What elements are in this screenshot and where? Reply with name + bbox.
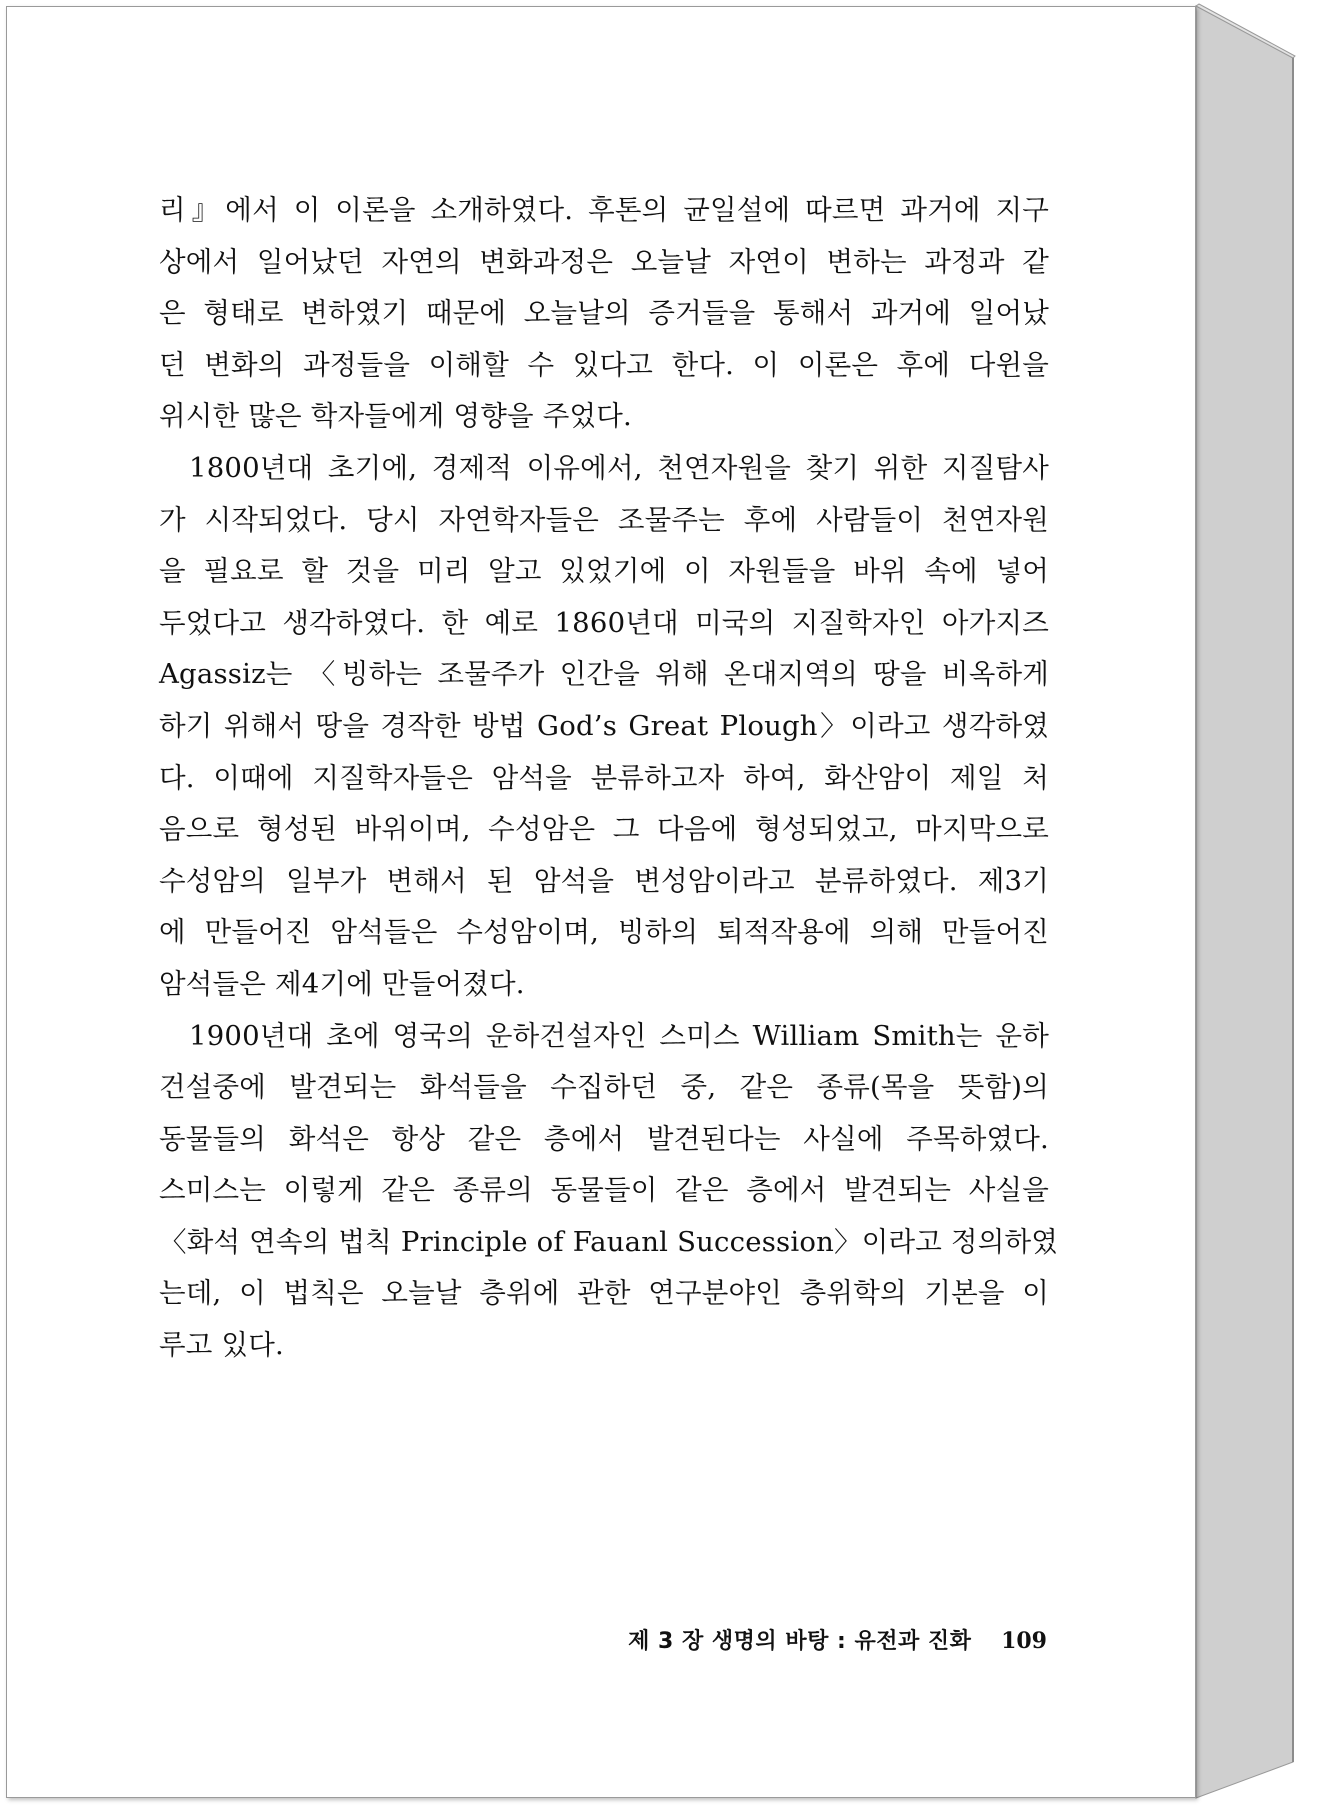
paragraph bbox=[159, 1011, 1058, 1372]
text-line: 다. 이때에 지질학자들은 암석을 분류하고자 하여, 화산암이 제일 처 bbox=[159, 761, 1049, 794]
text-line: 동물들의 화석은 항상 같은 층에서 발견된다는 사실에 주목하였다. bbox=[159, 1122, 1049, 1155]
text-line: 1900년대 초에 영국의 운하건설자인 스미스 William Smith는 운하 bbox=[189, 1019, 1049, 1052]
text-line: 〈화석 연속의 법칙 Principle of Fauanl Succession〉이라고 정의하였 bbox=[159, 1225, 1058, 1258]
text-line: 건설중에 발견되는 화석들을 수집하던 중, 같은 종류(목을 뜻함)의 bbox=[159, 1071, 1049, 1104]
text-line: 에 만들어진 암석들은 수성암이며, 빙하의 퇴적작용에 의해 만들어진 bbox=[159, 916, 1049, 949]
text-line: 은 형태로 변하였기 때문에 오늘날의 증거들을 통해서 과거에 일어났 bbox=[159, 297, 1049, 330]
text-line: 하기 위해서 땅을 경작한 방법 God’s Great Plough〉이라고 생각하였 bbox=[159, 709, 1049, 742]
body-text bbox=[159, 185, 1058, 1372]
text-line: 을 필요로 할 것을 미리 알고 있었기에 이 자원들을 바위 속에 넣어 bbox=[159, 555, 1049, 588]
text-line: 스미스는 이렇게 같은 종류의 동물들이 같은 층에서 발견되는 사실을 bbox=[159, 1174, 1049, 1207]
text-line: 가 시작되었다. 당시 자연학자들은 조물주는 후에 사람들이 천연자원 bbox=[159, 503, 1049, 536]
text-line: 는데, 이 법칙은 오늘날 층위에 관한 연구분야인 층위학의 기본을 이 bbox=[159, 1277, 1049, 1310]
paragraph bbox=[159, 443, 1049, 1011]
text-line: 수성암의 일부가 변해서 된 암석을 변성암이라고 분류하였다. 제3기 bbox=[159, 864, 1049, 897]
chapter-title: 제 3 장 생명의 바탕 : 유전과 진화 bbox=[628, 1629, 972, 1654]
text-line: 루고 있다. bbox=[159, 1329, 284, 1362]
text-line: Agassiz는 〈빙하는 조물주가 인간을 위해 온대지역의 땅을 비옥하게 bbox=[159, 658, 1049, 691]
text-line: 상에서 일어났던 자연의 변화과정은 오늘날 자연이 변하는 과정과 같 bbox=[159, 245, 1049, 278]
text-line: 리』에서 이 이론을 소개하였다. 후톤의 균일설에 따르면 과거에 지구 bbox=[159, 194, 1049, 226]
text-line: 던 변화의 과정들을 이해할 수 있다고 한다. 이 이론은 후에 다윈을 bbox=[159, 348, 1049, 381]
paragraph bbox=[159, 185, 1049, 443]
running-footer bbox=[607, 1624, 1047, 1664]
page-edge-side bbox=[1196, 6, 1293, 1798]
document-page bbox=[6, 6, 1196, 1798]
text-line: 두었다고 생각하였다. 한 예로 1860년대 미국의 지질학자인 아가지즈 bbox=[159, 606, 1049, 639]
text-line: 1800년대 초기에, 경제적 이유에서, 천연자원을 찾기 위한 지질탐사 bbox=[189, 451, 1049, 484]
page-number: 109 bbox=[1001, 1628, 1047, 1654]
text-line: 음으로 형성된 바위이며, 수성암은 그 다음에 형성되었고, 마지막으로 bbox=[159, 813, 1049, 846]
text-line: 암석들은 제4기에 만들어졌다. bbox=[159, 967, 525, 1000]
text-line: 위시한 많은 학자들에게 영향을 주었다. bbox=[159, 400, 632, 433]
